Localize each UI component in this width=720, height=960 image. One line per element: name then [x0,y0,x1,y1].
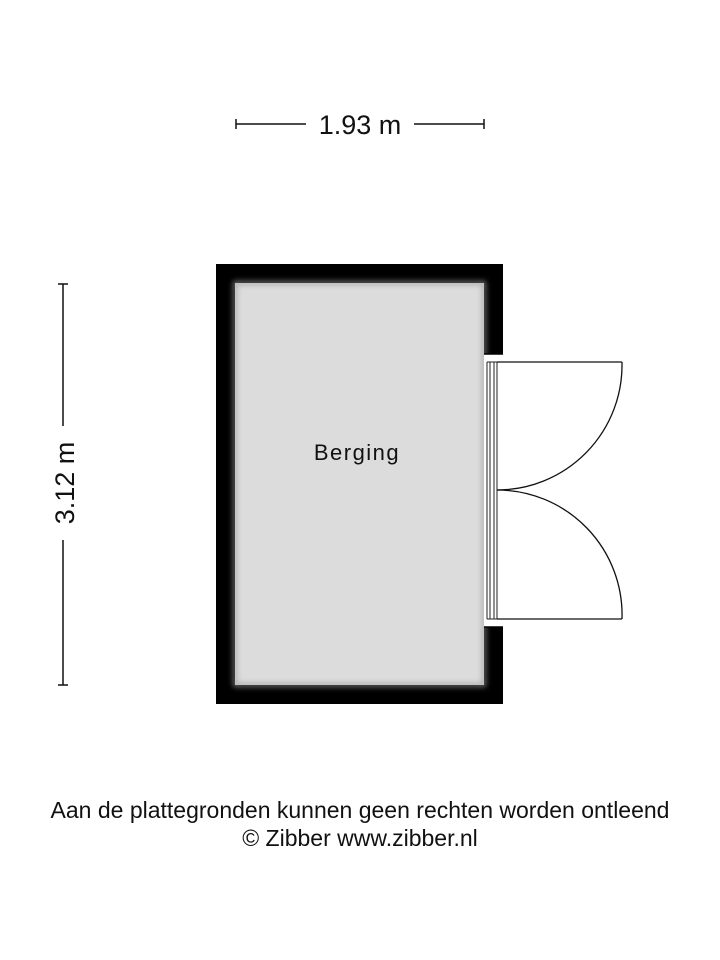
height-label: 3.12 m [50,441,80,525]
room-berging [216,264,622,704]
disclaimer-text: Aan de plattegronden kunnen geen rechten worden ontleend [50,797,670,823]
room-label: Berging [313,440,401,465]
double-door-swing [497,362,622,619]
width-label: 1.93 m [318,110,402,140]
height-dimension [50,284,80,685]
width-dimension [236,110,484,140]
floor-area [235,283,484,685]
copyright-text: © Zibber www.zibber.nl [242,825,478,851]
